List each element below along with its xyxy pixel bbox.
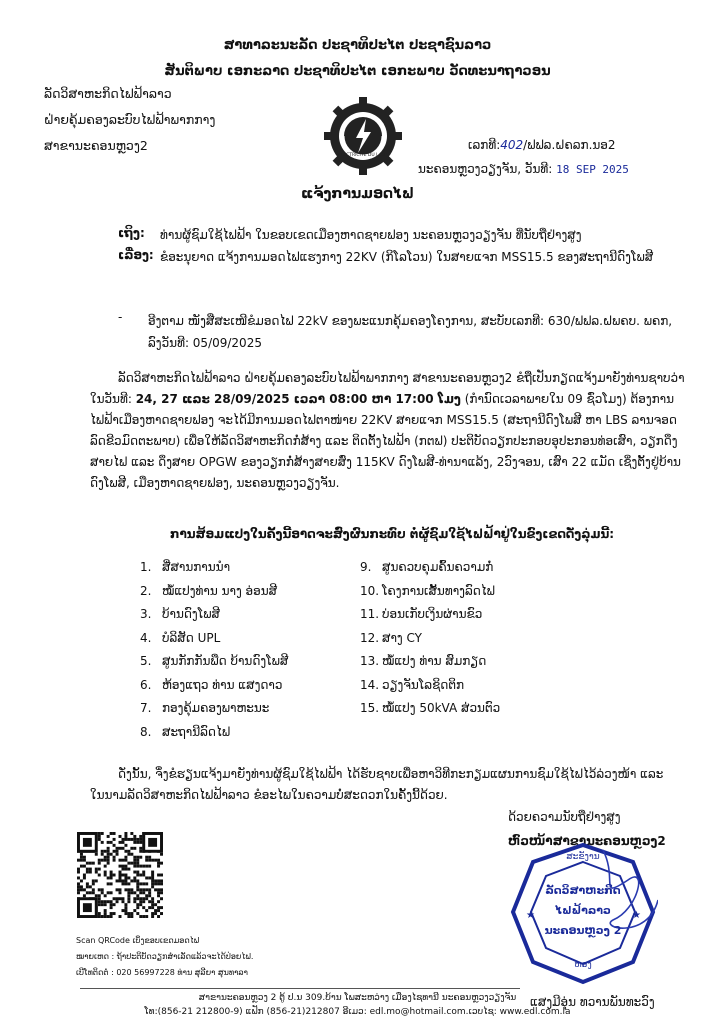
item-number: 15.: [360, 701, 380, 715]
item-text: ວຽງຈັນໂລຊິດຕິກ: [382, 677, 465, 692]
item-text: ຫ້ອງແຖວ ທ່ານ ແສງດາວ: [162, 677, 283, 692]
item-number: 11.: [360, 607, 380, 621]
affected-area-item: [360, 701, 660, 725]
affected-list-right: [360, 560, 660, 725]
reference-text: ອີງຕາມ ໜັງສືສະເໜີຂໍມອດໄຟ 22kV ຂອງພະແນກຄຸ້ມຄອງໂຄງການ, ສະບັບເລກທີ: 630/ຟຟລ.ຝພຄບ. ພຄກ, ລົງວັນທີ: 05/09/2025: [148, 314, 673, 350]
logo-caption: ELECTRICITE DU LAOS: [337, 153, 389, 158]
item-text: ສາງ CY: [382, 630, 423, 645]
stamp-top-text: ສະຂັງານ: [566, 852, 600, 862]
item-text: ກອງຄຸ້ມຄອງພາຫະນະ: [162, 701, 270, 715]
item-text: ໂຄງການເສັ້ນທາງລົດໄຟ: [382, 583, 495, 598]
footer-contact: ໂທ:(856-21 212800-9) ແຟັກ (856-21)212807 ອີເມວ: edl.mo@hotmail.com.ເວບໄຊ: www.edl.com.la: [144, 1007, 571, 1017]
affected-area-item: [360, 678, 660, 702]
item-number: 10.: [360, 583, 380, 598]
item-number: 12.: [360, 630, 380, 645]
to-text: ທ່ານຜູ້ຊົມໃຊ້ໄຟຟ້າ ໃນຂອບເຂດເມືອງຫາດຊາຍຟອງ ນະຄອນຫຼວງວຽງຈັນ ທີ່ນັບຖືຢ່າງສູງ: [160, 228, 582, 242]
org-line2: ຝ່າຍຄຸ້ມຄອງລະບົບໄຟຟ້າພາກກາງ: [44, 112, 216, 127]
item-text: ໝໍ້ແປງທ່ານ ນາງ ອ່ອນສີ: [162, 583, 278, 598]
ref-suffix: /ຟຟລ.ຝຄລກ.ນອ2: [523, 138, 616, 152]
affected-area-item: [140, 654, 360, 678]
item-number: 1.: [140, 560, 152, 574]
qr-caption: Scan QRCode ເບິ່ງຂອບເຂດມອດໄຟ: [76, 936, 200, 945]
affected-area-item: [360, 631, 660, 655]
item-text: ສູນກັກກັນພືດ ບ້ານດົງໂພສີ: [162, 654, 289, 668]
item-text: ສູນຄວບຄຸມຄົ້ນຄວາມກໍ່: [382, 560, 494, 574]
footer-divider: [80, 988, 520, 989]
affected-area-item: [140, 607, 360, 631]
official-stamp: [508, 840, 658, 990]
outage-dates: 24, 27 ແລະ 28/09/2025 ເວລາ 08:00 ຫາ 17:00 ໂມງ: [135, 392, 461, 406]
stamp-line2: ໄຟຟ້າລາວ: [555, 904, 611, 917]
signoff-regards: ດ້ວຍຄວາມນັບຖືຢ່າງສູງ: [508, 810, 621, 824]
item-number: 8.: [140, 724, 152, 739]
date-stamp: 18 SEP 2025: [556, 163, 629, 176]
affected-area-item: [140, 631, 360, 655]
stamp-bottom-text: ຫອງ: [574, 960, 592, 970]
item-number: 14.: [360, 677, 380, 692]
date-prefix: ນະຄອນຫຼວງວຽງຈັນ, ວັນທີ:: [418, 162, 553, 176]
stamp-line3: ນະຄອນຫຼວງ 2: [544, 924, 622, 937]
item-text: ສະຖານີລົດໄຟ: [162, 724, 231, 739]
affected-area-item: [360, 607, 660, 631]
signoff-position: ຫົວໜ້າສາຂານະຄອນຫຼວງ2: [508, 834, 666, 848]
item-number: 5.: [140, 654, 152, 668]
contact-phone: ເບີໂທຕິດຕໍ່ : 020 56997228 ທ່ານ ສຸລີຍາ ສຸນທາລາ: [76, 968, 248, 977]
item-number: 7.: [140, 701, 152, 715]
body-intro: ລັດວິສາຫະກິດໄຟຟ້າລາວ ຝ່າຍຄຸ້ມຄອງລະບົບໄຟຟ້າພາກກາງ ສາຂານະຄອນຫຼວງ2 ຂໍຖືເປັນກຽດແຈ້ງມາຍັງທ່ານຊາບວ່າໃນວັນທີ:: [90, 371, 685, 406]
org-line1: ລັດວິສາຫະກິດໄຟຟ້າລາວ: [44, 86, 172, 101]
item-number: 4.: [140, 630, 152, 645]
item-number: 6.: [140, 677, 152, 692]
affected-list-left: [140, 560, 360, 748]
affected-area-item: [140, 560, 360, 584]
item-text: ບ່ອນເກັບເງິນຜ່ານຂົວ: [382, 607, 483, 621]
affected-area-item: [140, 584, 360, 608]
closing-paragraph: ດັ່ງນັ້ນ, ຈຶ່ງຂໍຮຽນແຈ້ງມາຍັງທ່ານຜູ້ຊົມໃຊ້ໄຟຟ້າ ໄດ້ຮັບຊາບເພື່ອຫາວິທີກະກຽມແຜນການຊົມໃຊ້ໄຟໄວ້ລ່ວງໜ້າ ແລະ ໃນນາມລັດວິສາຫະກິດໄຟຟ້າລາວ ຂໍອະໄພໃນຄວາມບໍ່ສະດວກໃນຄັ້ງນີ້ດ້ວຍ.: [90, 767, 664, 802]
subject-text: ຂໍອະນຸຍາດ ແຈ້ງການມອດໄຟແຮງກາງ 22KV (ກິໂລໂວນ) ໃນສາຍແຈກ MSS15.5 ຂອງສະຖານີດົງໂພສີ: [160, 250, 654, 264]
signatory-name: ແສງມີອຸ່ນ ທວານພັນທະວົງ: [530, 995, 655, 1009]
affected-area-item: [360, 560, 660, 584]
reference-number: [468, 138, 616, 152]
item-number: 2.: [140, 583, 152, 598]
footer-address: ສາຂານະຄອນຫຼວງ 2 ຕູ້ ປ.ນ 309.ບ້ານ ໂພສະຫວ່າງ ເມືອງໄຊທານີ ນະຄອນຫຼວງວຽງຈັນ: [198, 993, 517, 1003]
item-text: ໝໍ້ແປງ 50kVA ສ່ວນຕົວ: [382, 701, 501, 715]
item-text: ບ້ານດົງໂພສີ: [162, 607, 220, 621]
stamp-line1: ລັດວິສາຫະກິດ: [545, 884, 621, 897]
edl-logo: [322, 95, 404, 177]
svg-text:★: ★: [526, 910, 535, 921]
reference-bullet: -: [118, 310, 123, 324]
ref-handwritten-number: 402: [500, 138, 524, 152]
affected-area-item: [360, 654, 660, 678]
to-label: ເຖິງ:: [118, 226, 145, 240]
body-paragraph: [90, 368, 690, 494]
subject-label: ເລື່ອງ:: [118, 248, 154, 262]
item-text: ສີ່ສານການນໍາ: [162, 560, 231, 574]
item-number: 3.: [140, 607, 152, 621]
item-number: 13.: [360, 654, 380, 668]
svg-text:★: ★: [632, 910, 641, 921]
item-text: ບໍລິສັດ UPL: [162, 630, 221, 645]
affected-area-item: [140, 678, 360, 702]
ref-prefix: ເລກທີ:: [468, 138, 501, 152]
document-date: [418, 162, 629, 176]
page-title: ແຈ້ງການມອດໄຟ: [301, 186, 414, 202]
note-text: ໝາຍເຫດ : ຖ້າປະຕິບັດວຽກສຳເລັດແລ້ວຈະໄດ້ປ່ອຍໄຟ.: [76, 952, 254, 961]
item-text: ໝໍ້ແປງ ທ່ານ ສົມກຽດ: [382, 654, 487, 668]
national-header-line1: ສາທາລະນະລັດ ປະຊາທິປະໄຕ ປະຊາຊົນລາວ: [223, 38, 492, 53]
affected-area-item: [140, 701, 360, 725]
item-number: 9.: [360, 560, 372, 574]
affected-areas-heading: ການສ້ອມແປງໃນຄັ້ງນີ້ອາດຈະສົ່ງຜົນກະທົບ ຕໍ່ຜູ້ຊົມໃຊ້ໄຟຟ້າຢູ່ໃນຂົງເຂດດັ່ງລຸ່ມນີ້:: [170, 527, 615, 541]
affected-area-item: [360, 584, 660, 608]
national-header-line2: ສັນຕິພາບ ເອກະລາດ ປະຊາທິປະໄຕ ເອກະພາບ ວັດທະນາຖາວອນ: [164, 64, 551, 79]
org-line3: ສາຂານະຄອນຫຼວງ2: [44, 138, 148, 153]
body-rest: (ກຳນົດເວລາພາຍໃນ 09 ຊົ່ວໂມງ) ຕ້ອງການໄຟຟ້າເມືອງຫາດຊາຍຟອງ ຈະໄດ້ມີການມອດໄຟຕາໜ່າຍ 22KV ສາຍແຈກ MSS15.5 (ສະຖານີດົງໂພສີ ຫາ LBS ລານຈອດລົດຂີວມົດຕະພາບ) ເພື່ອໃຫ້ລັດວິສາຫະກິດກໍ່ສ້າງ ແລະ ຕິດຕັ້ງໄຟຟ້າ (ກຕຟ) ປະຕິບັດວຽກປະກອບອຸປະກອນທ່ອເສົາ, ວຽກດຶງສາຍໄຟ ແລະ ດຶງສາຍ OPGW ຂອງວຽກກໍ່ສ້າງສາຍສົ່ງ 115KV ດົງໂພສີ-ທ່ານາແລ້ງ, 2ວົງຈອນ, ເສົາ 22 ແມັດ ເຊິ່ງຕັ້ງຢູ່ບ້ານດົງໂພສີ, ເມືອງຫາດຊາຍຟອງ, ນະຄອນຫຼວງວຽງຈັນ.: [90, 392, 681, 490]
qr-code[interactable]: [77, 832, 163, 918]
affected-area-item: [140, 725, 360, 749]
